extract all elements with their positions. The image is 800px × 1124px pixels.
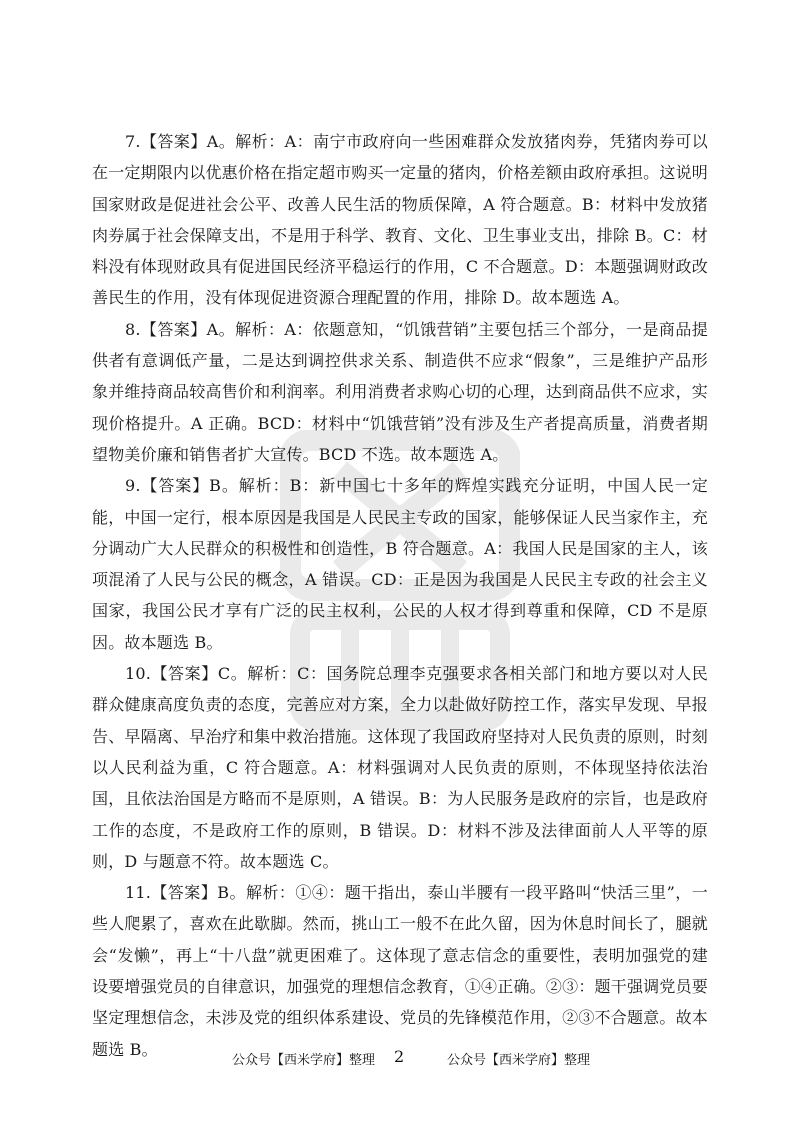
- page-number: 2: [394, 1047, 405, 1066]
- footer-source-right: 公众号【西米学府】整理: [447, 1053, 591, 1068]
- page-footer: [0, 1049, 800, 1073]
- answer-paragraph-10: 10.【答案】C。解析：C：国务院总理李克强要求各相关部门和地方要以对人民群众健康高度负责的态度，完善应对方案，全力以赴做好防控工作，落实早发现、早报告、早隔离、早治疗和集中救治措施。这体现了我国政府坚持对人民负责的原则，时刻以人民利益为重，C 符合题意。A：材料强调对人民负责的原则，不体现坚持依法治国，且依法治国是方略而不是原则，A 错误。B：为人民服务是政府的宗旨，也是政府工作的态度，不是政府工作的原则，B 错误。D：材料不涉及法律面前人人平等的原则，D 与题意不符。故本题选 C。: [92, 664, 708, 871]
- answer-explanations: [92, 126, 708, 1065]
- answer-paragraph-11: 11.【答案】B。解析：①④：题干指出，泰山半腰有一段平路叫“快活三里”，一些人爬累了，喜欢在此歇脚。然而，挑山工一般不在此久留，因为休息时间长了，腿就会“发懒”，再上“十八盘”就更困难了。这体现了意志信念的重要性，表明加强党的建设要增强党员的自律意识，加强党的理想信念教育，①④正确。②③：题干强调党员要坚定理想信念，未涉及党的组织体系建设、党员的先锋模范作用，②③不合题意。故本题选 B。: [92, 883, 708, 1059]
- answer-paragraph-9: 9.【答案】B。解析：B：新中国七十多年的辉煌实践充分证明，中国人民一定能，中国一定行，根本原因是我国是人民民主专政的国家，能够保证人民当家作主，充分调动广大人民群众的积极性和创造性，B 符合题意。A：我国人民是国家的主人，该项混淆了人民与公民的概念，A 错误。CD：正是因为我国是人民民主专政的社会主义国家，我国公民才享有广泛的民主权利，公民的人权才得到尊重和保障，CD 不是原因。故本题选 B。: [92, 476, 708, 652]
- answer-paragraph-7: 7.【答案】A。解析：A：南宁市政府向一些困难群众发放猪肉券，凭猪肉券可以在一定期限内以优惠价格在指定超市购买一定量的猪肉，价格差额由政府承担。这说明国家财政是促进社会公平、改善人民生活的物质保障，A 符合题意。B：材料中发放猪肉券属于社会保障支出，不是用于科学、教育、文化、卫生事业支出，排除 B。C：材料没有体现财政具有促进国民经济平稳运行的作用，C 不合题意。D：本题强调财政改善民生的作用，没有体现促进资源合理配置的作用，排除 D。故本题选 A。: [92, 132, 708, 308]
- footer-source-left: 公众号【西米学府】整理: [232, 1053, 376, 1068]
- answer-paragraph-8: 8.【答案】A。解析：A：依题意知，“饥饿营销”主要包括三个部分，一是商品提供者有意调低产量，二是达到调控供求关系、制造供不应求“假象”，三是维护产品形象并维持商品较高售价和利润率。利用消费者求购心切的心理，达到商品供不应求，实现价格提升。A 正确。BCD：材料中“饥饿营销”没有涉及生产者提高质量，消费者期望物美价廉和销售者扩大宣传。BCD 不选。故本题选 A。: [92, 319, 708, 464]
